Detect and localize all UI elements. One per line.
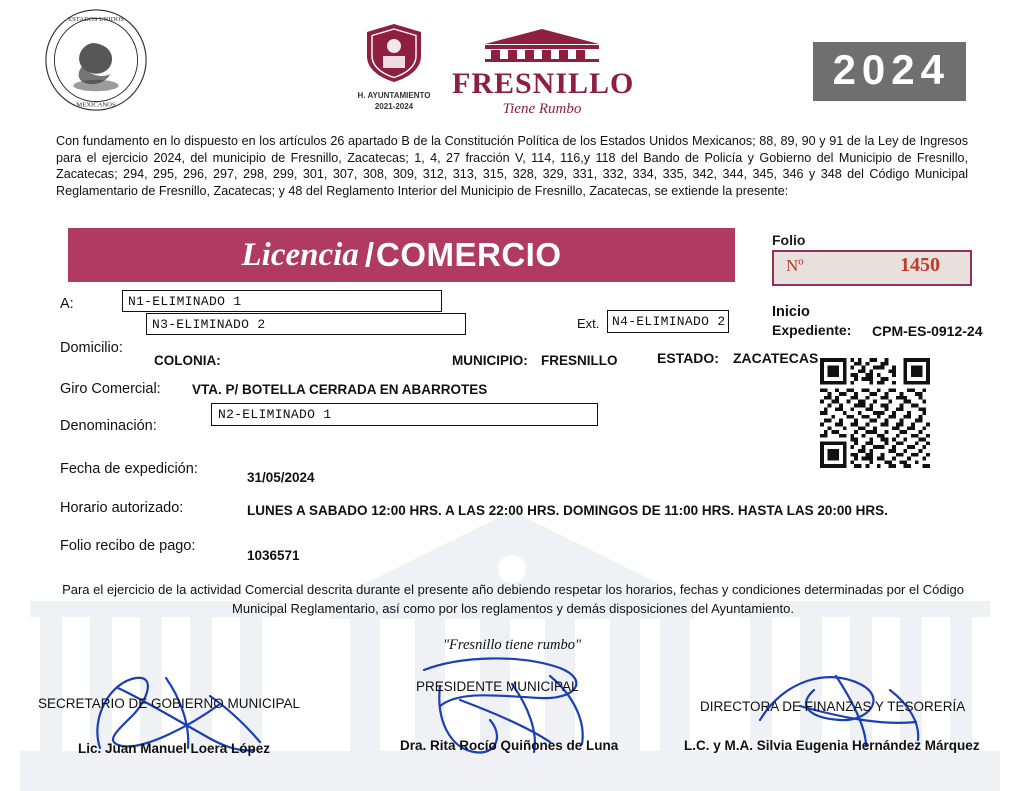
signature-name-2: L.C. y M.A. Silvia Eugenia Hernández Márquez — [684, 738, 980, 753]
folio-no-symbol: Nº — [786, 256, 804, 275]
a-value: N1-ELIMINADO 1 — [128, 294, 242, 309]
inicio-label: Inicio — [772, 304, 810, 320]
horario-value: LUNES A SABADO 12:00 HRS. A LAS 22:00 HRS. DOMINGOS DE 11:00 HRS. HASTA LAS 20:00 HRS. — [247, 503, 888, 518]
folio-pago-value: 1036571 — [247, 548, 300, 563]
year-badge: 2024 — [813, 42, 966, 101]
a-value2: N3-ELIMINADO 2 — [152, 317, 266, 332]
denominacion-value: N2-ELIMINADO 1 — [218, 407, 332, 422]
portico-logo-icon — [467, 28, 617, 62]
municipio-label: MUNICIPIO: — [452, 353, 528, 368]
signature-role-2: DIRECTORA DE FINANZAS Y TESORERÍA — [700, 699, 966, 714]
motto: "Fresnillo tiene rumbo" — [442, 637, 582, 653]
fresnillo-brand — [452, 28, 635, 117]
field-label-domicilio: Domicilio: — [60, 340, 123, 356]
expediente-value: CPM-ES-0912-24 — [872, 323, 983, 339]
folio-number: 1450 — [900, 254, 940, 276]
fresnillo-shield — [355, 22, 433, 110]
signature-role-1: PRESIDENTE MUNICIPAL — [416, 679, 579, 694]
ext-value: N4-ELIMINADO 2 — [612, 314, 726, 329]
svg-text:MEXICANOS: MEXICANOS — [76, 101, 116, 109]
municipio-value: FRESNILLO — [541, 353, 618, 368]
field-label-denominacion: Denominación: — [60, 418, 157, 434]
field-label-folio-pago: Folio recibo de pago: — [60, 538, 196, 554]
license-title-bar — [68, 228, 735, 282]
field-label-a: A: — [60, 296, 74, 312]
shield-caption-line2: 2021-2024 — [374, 102, 414, 112]
qr-code-icon — [820, 358, 930, 468]
brand-word: FRESNILLO — [452, 67, 635, 100]
fecha-value: 31/05/2024 — [247, 470, 315, 485]
estado-value: ZACATECAS — [733, 350, 819, 366]
field-label-horario: Horario autorizado: — [60, 500, 184, 516]
expediente-label: Expediente: — [772, 322, 852, 338]
field-label-giro: Giro Comercial: — [60, 381, 161, 397]
signature-name-1: Dra. Rita Rocío Quiñones de Luna — [400, 738, 619, 753]
svg-text:ESTADOS UNIDOS: ESTADOS UNIDOS — [68, 16, 124, 24]
mexico-coat-of-arms-icon — [44, 8, 148, 112]
title-slash: / — [364, 236, 374, 273]
folio-label: Folio — [772, 232, 806, 248]
document-header — [0, 0, 1024, 120]
estado-label: ESTADO: — [657, 350, 719, 366]
title-licencia: Licencia — [241, 236, 359, 273]
brand-tagline: Tiene Rumbo — [502, 101, 582, 117]
signature-role-0: SECRETARIO DE GOBIERNO MUNICIPAL — [38, 696, 301, 711]
shield-caption-line1: H. AYUNTAMIENTO — [357, 91, 431, 100]
footer-paragraph: Para el ejercicio de la actividad Comercial descrita durante el presente año debiendo respetar los horarios, fechas y condiciones determinadas por el Código Municipal Reglamentario, así como por los reglamentos y demás disposiciones del Ayuntamiento. — [62, 582, 964, 616]
municipal-shield-icon — [363, 22, 425, 84]
field-label-fecha: Fecha de expedición: — [60, 461, 198, 477]
signature-name-0: Lic. Juan Manuel Loera López — [78, 741, 271, 756]
legal-paragraph: Con fundamento en lo dispuesto en los artículos 26 apartado B de la Constitución Política de los Estados Unidos Mexicanos; 88, 89, 90 y 91 de la Ley de Ingresos para el ejercicio 2024, del municipio de Fresnillo, Zacatecas; 1, 4, 27 fracción V, 114, 116,y 118 del Bando de Policía y Gobierno del Municipio de Fresnillo, Zacatecas; 294, 295, 296, 297, 298, 299, 301, 307, 308, 309, 312, 313, 315, 328, 329, 331, 332, 334, 335, 342, 344, 345, 346 y 348 del Código Municipal Reglamentario de Fresnillo, Zacatecas; y 48 del Reglamento Interior del Municipio de Fresnillo, Zacatecas, se extiende la presente: — [56, 134, 968, 198]
giro-value: VTA. P/ BOTELLA CERRADA EN ABARROTES — [192, 382, 488, 397]
colonia-label: COLONIA: — [154, 353, 221, 368]
field-label-ext: Ext. — [577, 316, 600, 331]
title-tipo: COMERCIO — [375, 236, 562, 273]
